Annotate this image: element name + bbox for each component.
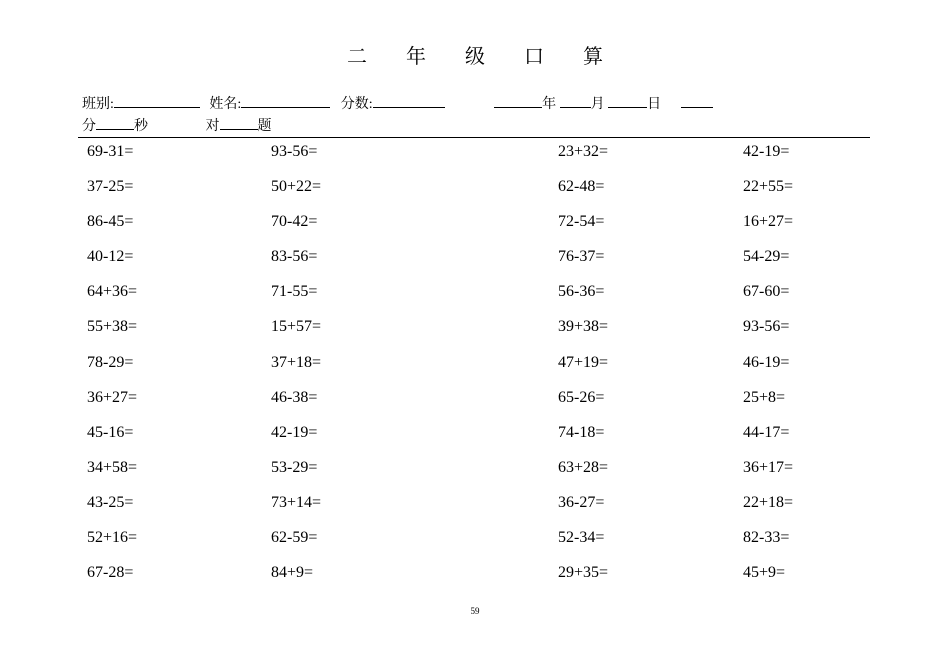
problem-item: 83-56=	[271, 248, 318, 266]
problem-item: 69-31=	[87, 143, 134, 160]
problem-item: 22+18=	[743, 493, 794, 511]
problem-item: 74-18=	[558, 423, 605, 441]
problem-item: 78-29=	[87, 353, 134, 371]
problem-column-1	[87, 143, 137, 599]
correct-field[interactable]	[220, 117, 258, 130]
name-field[interactable]	[241, 95, 330, 108]
problem-item: 70-42=	[271, 213, 318, 231]
problem-item: 86-45=	[87, 213, 134, 231]
problem-item: 37-25=	[87, 178, 134, 196]
problem-item: 84+9=	[271, 564, 314, 582]
page-number: 59	[470, 606, 480, 616]
problem-item: 25+8=	[743, 388, 786, 406]
extra-field[interactable]	[681, 95, 713, 108]
problem-column-2	[271, 143, 321, 599]
problem-item: 73+14=	[271, 493, 322, 511]
month-label: 月	[590, 97, 605, 112]
problem-item: 16+27=	[743, 213, 794, 231]
problem-item: 65-26=	[558, 388, 605, 406]
problem-item: 76-37=	[558, 248, 605, 266]
problem-item: 46-38=	[271, 388, 318, 406]
problem-item: 71-55=	[271, 283, 318, 301]
problem-item: 42-19=	[743, 143, 790, 160]
problem-item: 50+22=	[271, 178, 322, 196]
problem-item: 36+17=	[743, 458, 794, 476]
day-field[interactable]	[608, 95, 647, 108]
problem-item: 23+32=	[558, 143, 609, 160]
header-divider	[78, 137, 870, 138]
problem-item: 43-25=	[87, 493, 134, 511]
problem-item: 62-59=	[271, 529, 318, 547]
second-label: 秒	[134, 119, 148, 134]
problem-item: 45-16=	[87, 423, 134, 441]
year-label: 年	[542, 97, 557, 112]
correct-label: 对	[205, 119, 220, 134]
problem-item: 54-29=	[743, 248, 790, 266]
year-field[interactable]	[494, 95, 542, 108]
name-label: 姓名:	[209, 97, 242, 112]
problem-item: 39+38=	[558, 318, 609, 336]
problem-item: 15+57=	[271, 318, 322, 336]
problem-item: 64+36=	[87, 283, 138, 301]
problem-item: 36+27=	[87, 388, 138, 406]
problem-item: 45+9=	[743, 564, 786, 582]
class-field[interactable]	[114, 95, 200, 108]
problem-item: 34+58=	[87, 458, 138, 476]
problem-column-4	[743, 143, 793, 599]
month-field[interactable]	[560, 95, 591, 108]
minute-field[interactable]	[96, 117, 134, 130]
problem-item: 82-33=	[743, 529, 790, 547]
problem-item: 47+19=	[558, 353, 609, 371]
problem-item: 52-34=	[558, 529, 605, 547]
problem-item: 56-36=	[558, 283, 605, 301]
problem-column-3	[558, 143, 608, 599]
score-field[interactable]	[373, 95, 445, 108]
problem-item: 53-29=	[271, 458, 318, 476]
problem-item: 67-28=	[87, 564, 134, 582]
problem-item: 93-56=	[271, 143, 318, 160]
page-title	[0, 40, 950, 69]
problem-item: 37+18=	[271, 353, 322, 371]
day-label: 日	[647, 97, 662, 112]
problem-item: 55+38=	[87, 318, 138, 336]
score-label: 分数:	[340, 97, 373, 112]
title-char: 算	[583, 46, 603, 68]
title-char: 年	[406, 46, 426, 68]
problem-item: 40-12=	[87, 248, 134, 266]
problem-item: 36-27=	[558, 493, 605, 511]
minute-label: 分	[82, 119, 96, 134]
problem-item: 62-48=	[558, 178, 605, 196]
problem-item: 29+35=	[558, 564, 609, 582]
problem-item: 22+55=	[743, 178, 794, 196]
problem-item: 67-60=	[743, 283, 790, 301]
problem-item: 72-54=	[558, 213, 605, 231]
problem-item: 42-19=	[271, 423, 318, 441]
title-char: 二	[347, 46, 367, 68]
problem-item: 93-56=	[743, 318, 790, 336]
question-label: 题	[257, 119, 272, 134]
problem-item: 52+16=	[87, 529, 138, 547]
class-label: 班别:	[82, 97, 114, 112]
title-char: 口	[524, 46, 544, 68]
info-row-2	[82, 115, 272, 135]
problem-item: 44-17=	[743, 423, 790, 441]
title-char: 级	[465, 46, 485, 68]
info-row-1	[82, 93, 713, 113]
problem-item: 63+28=	[558, 458, 609, 476]
problem-item: 46-19=	[743, 353, 790, 371]
